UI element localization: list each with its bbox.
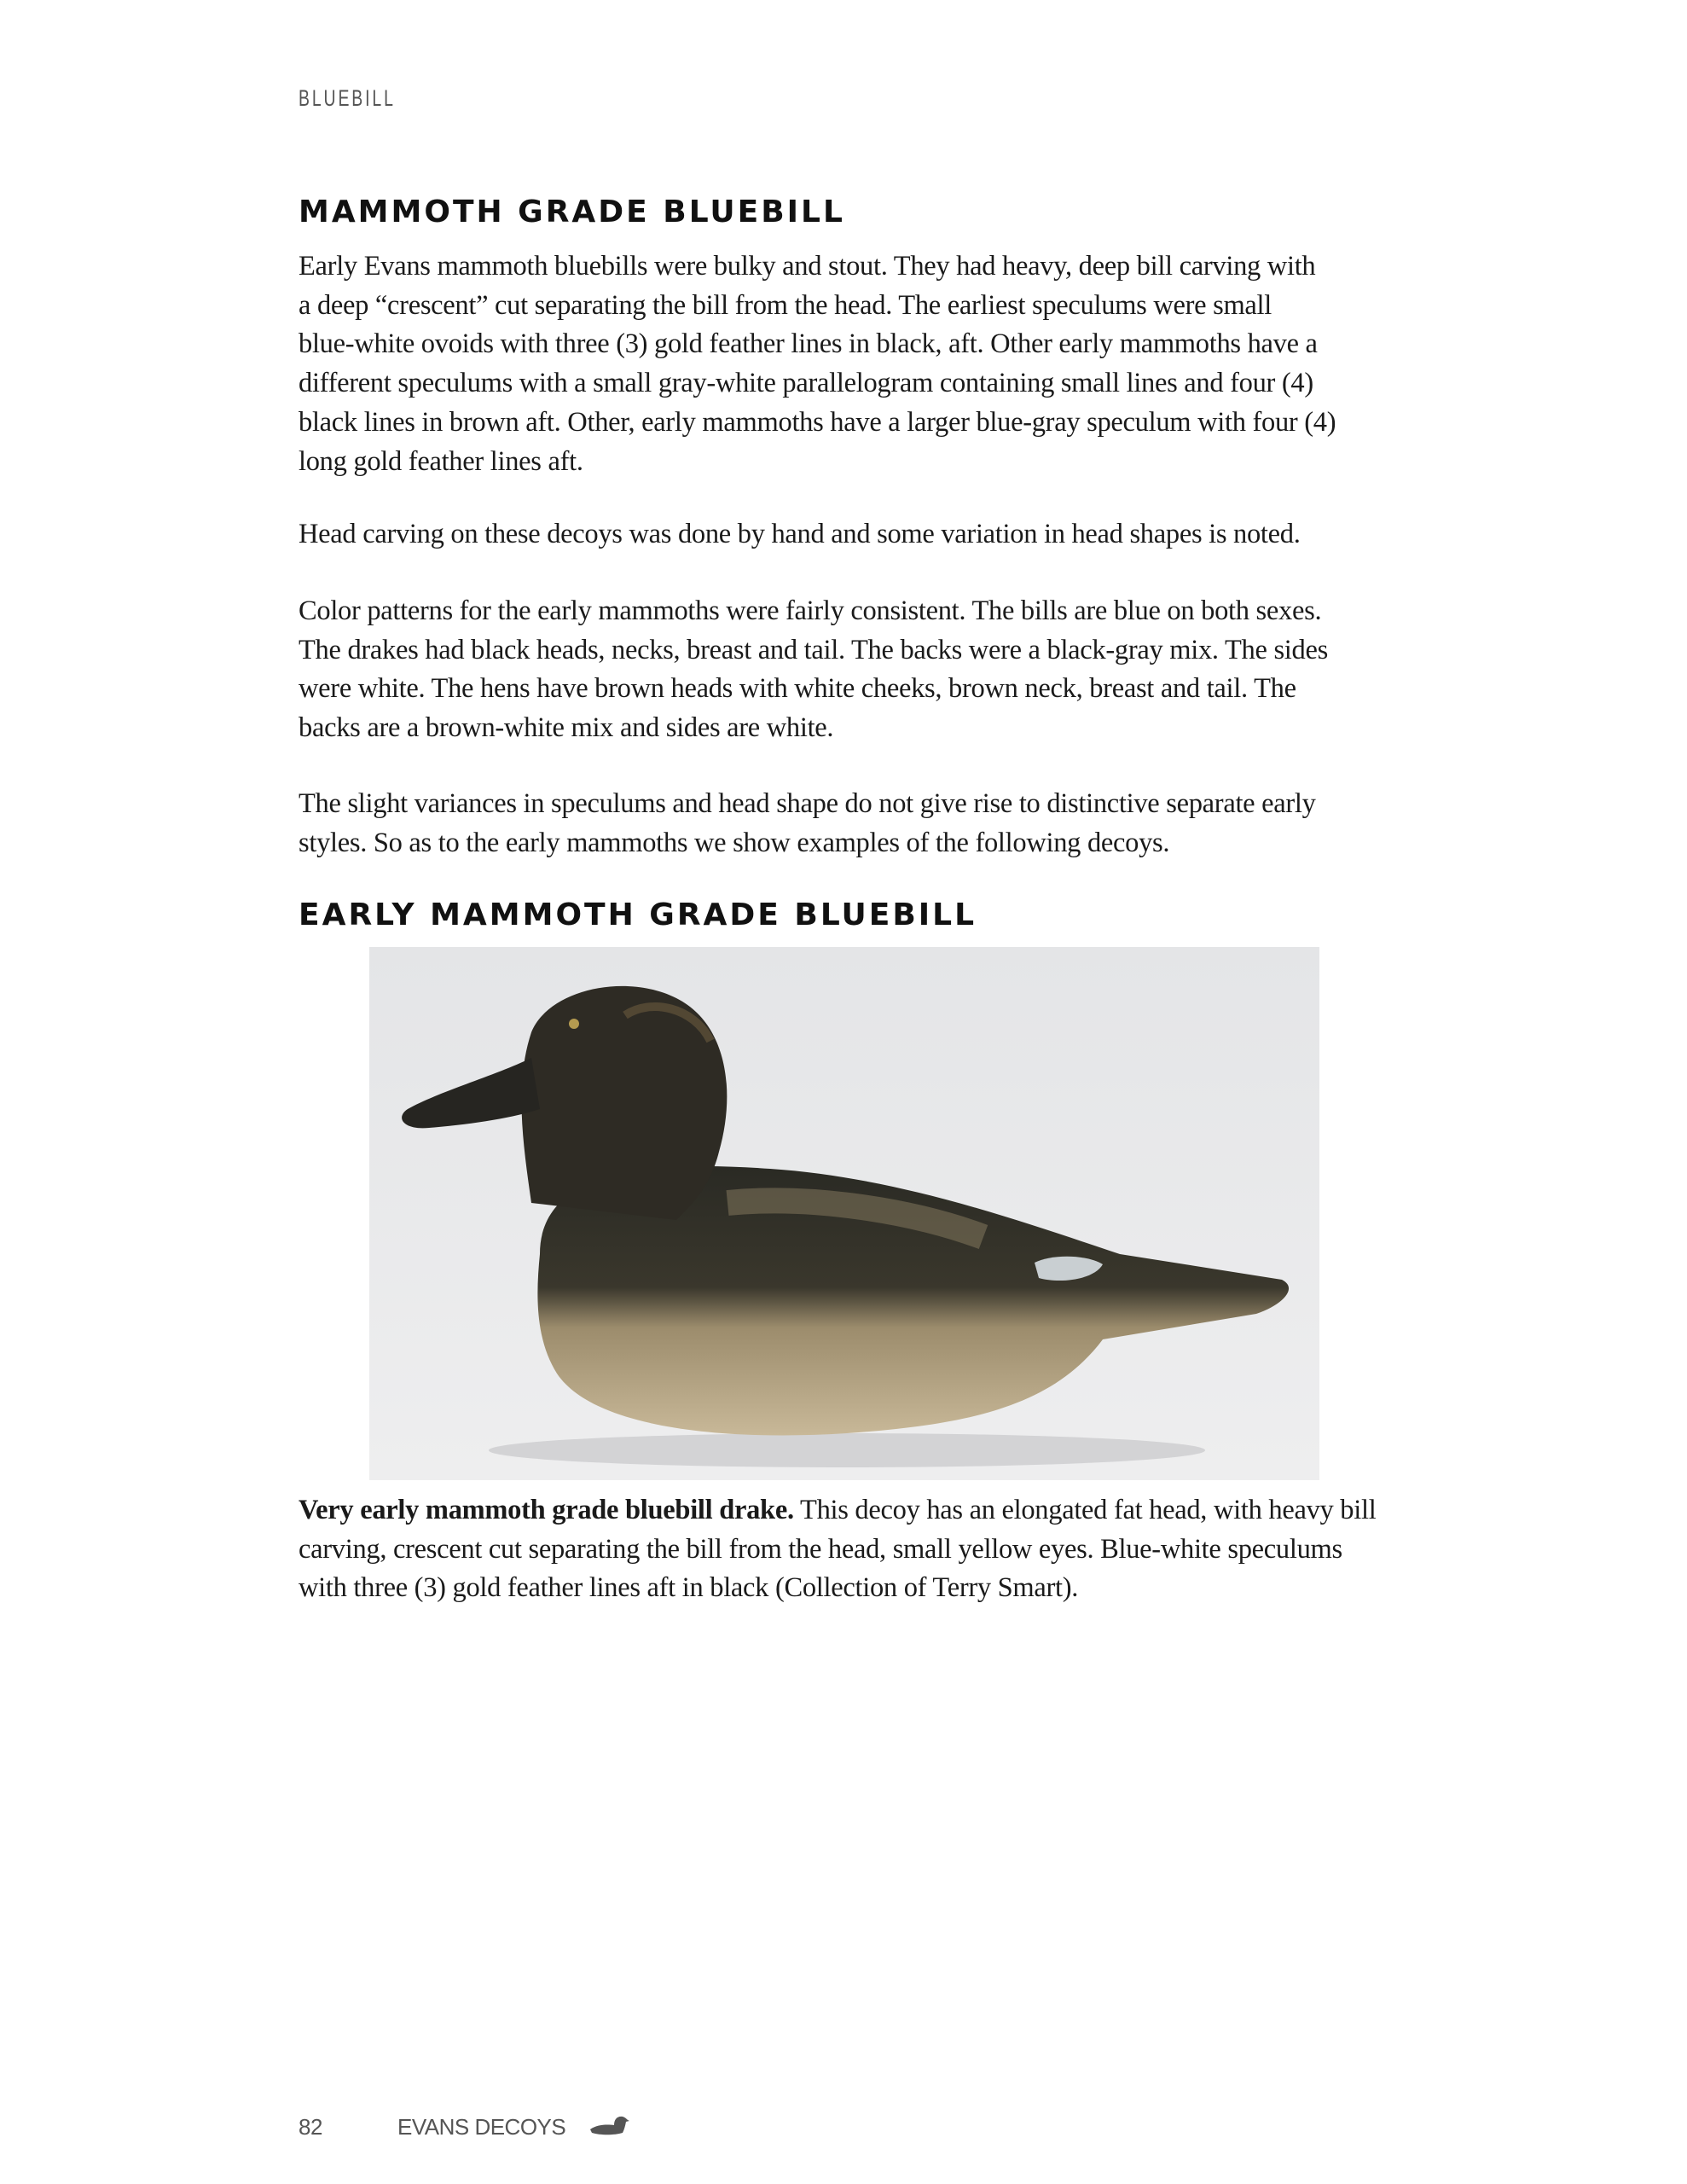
text-line: The slight variances in speculums and head shape do not give rise to distinctive separate early [299,788,1316,819]
decoy-photo [369,947,1319,1480]
photo-caption [299,1491,1376,1608]
caption-title: Very early mammoth grade bluebill drake. [299,1495,794,1525]
caption-line: carving, crescent cut separating the bill from the head, small yellow eyes. Blue-white speculums [299,1533,1342,1565]
text-line: long gold feather lines aft. [299,445,583,477]
running-head: BLUEBILL [299,85,396,111]
paragraph-1 [299,247,1336,481]
caption-line: with three (3) gold feather lines aft in black (Collection of Terry Smart). [299,1572,1079,1604]
section-heading: EARLY MAMMOTH GRADE BLUEBILL [299,897,977,932]
text-line: backs are a brown-white mix and sides are white. [299,712,834,744]
paragraph-3 [299,592,1328,748]
text-line: The drakes had black heads, necks, breast and tail. The backs were a black-gray mix. The sides [299,634,1328,665]
text-line: blue-white ovoids with three (3) gold feather lines in black, aft. Other early mammoths have a [299,328,1318,360]
text-line: Color patterns for the early mammoths were fairly consistent. The bills are blue on both sexes. [299,595,1322,626]
text-line: black lines in brown aft. Other, early mammoths have a larger blue-gray speculum with four (4) [299,406,1336,438]
text-line: Early Evans mammoth bluebills were bulky and stout. They had heavy, deep bill carving with [299,251,1316,282]
duck-icon [588,2112,631,2138]
section-heading: MAMMOTH GRADE BLUEBILL [299,195,845,229]
caption-line [299,1491,1376,1531]
text-line: styles. So as to the early mammoths we show examples of the following decoys. [299,827,1170,858]
book-title: EVANS DECOYS [397,2114,566,2140]
text-line: were white. The hens have brown heads with white cheeks, brown neck, breast and tail. The [299,673,1296,705]
page-number: 82 [299,2114,322,2140]
text-line: different speculums with a small gray-white parallelogram containing small lines and four (4) [299,368,1313,399]
text-line: Head carving on these decoys was done by hand and some variation in head shapes is noted. [299,519,1301,549]
paragraph-4 [299,785,1316,863]
paragraph-2 [299,515,1301,555]
text-line: a deep “crescent” cut separating the bill from the head. The earliest speculums were small [299,289,1272,321]
caption-text: This decoy has an elongated fat head, with heavy bill [793,1495,1377,1525]
